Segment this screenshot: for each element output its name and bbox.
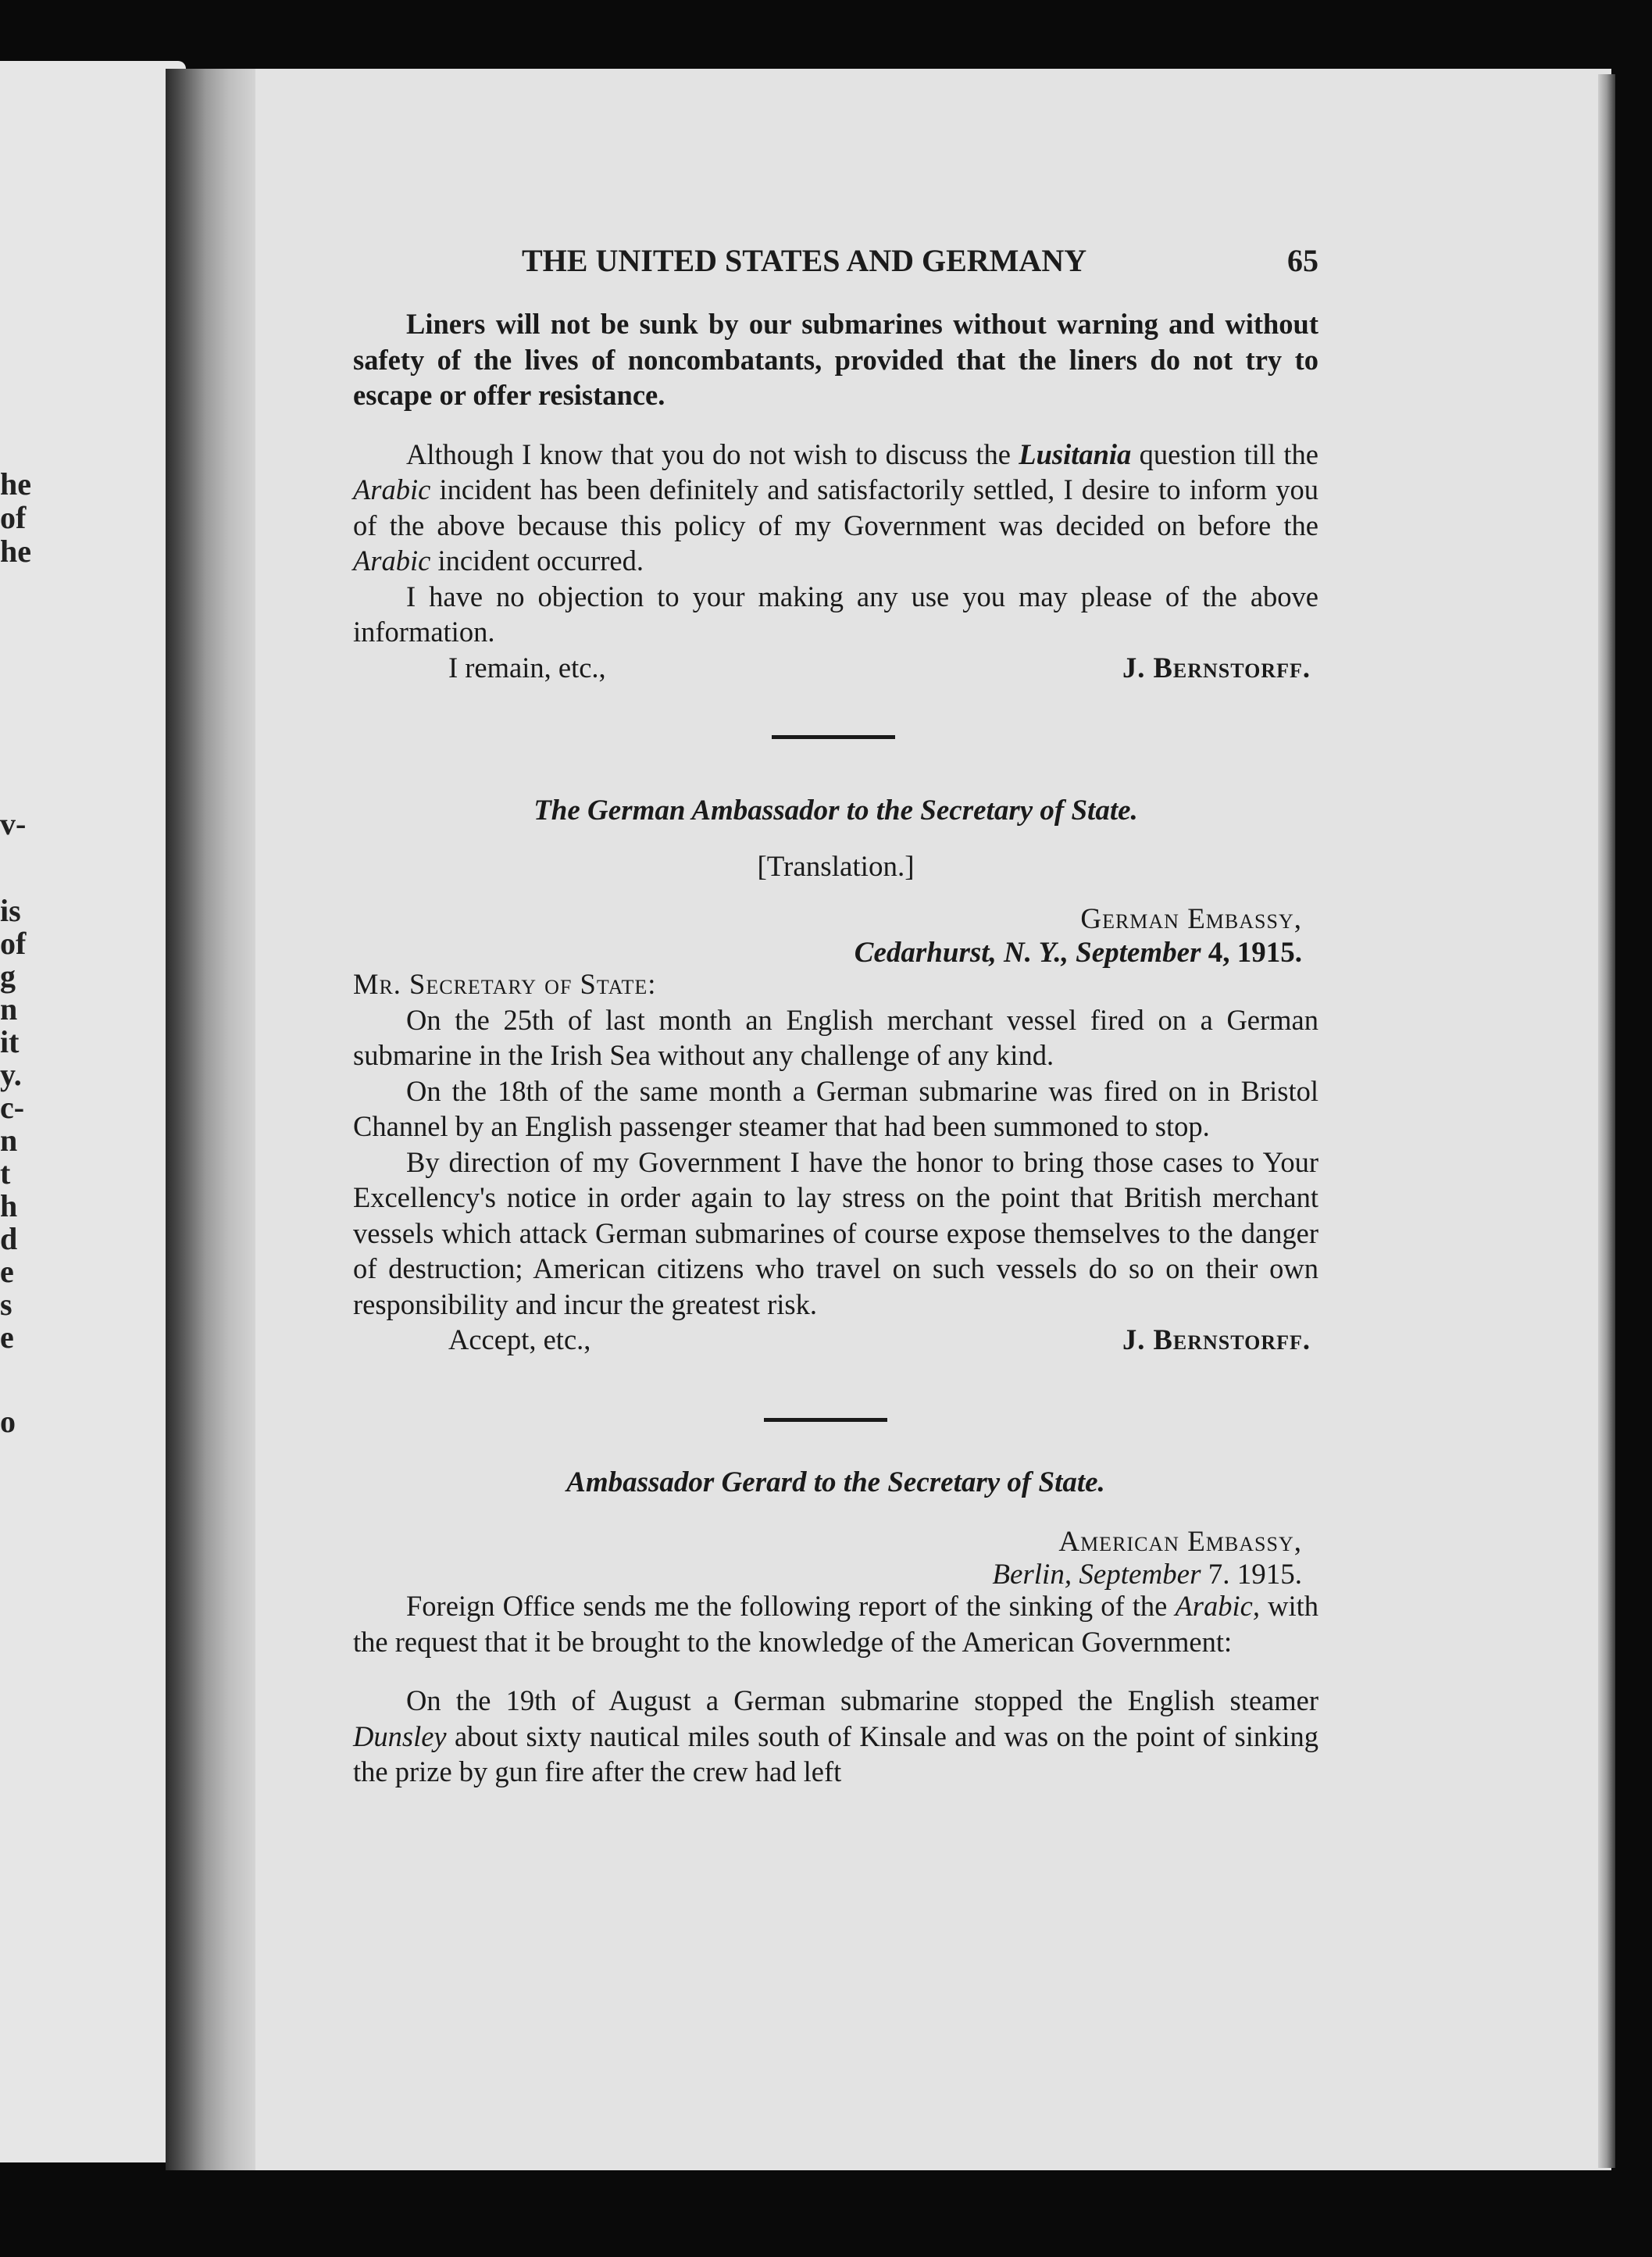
left-fragment: of <box>0 926 27 961</box>
letter-2 <box>353 966 1318 1358</box>
left-fragment: c- <box>0 1090 25 1125</box>
left-fragment: y. <box>0 1057 22 1092</box>
letter1-closing: I remain, etc., <box>448 651 606 684</box>
left-fragment: v- <box>0 806 27 841</box>
letter1-paragraph-2: Although I know that you do not wish to discuss the Lusitania question till the Arabic incident has been definitely and satisfactorily settled, I desire to inform you of the above because this policy of my Government was decided on before the Arabic incident occurred. <box>353 437 1319 577</box>
letter3-sender: American Embassy, <box>1058 1526 1302 1558</box>
left-fragment: g <box>0 959 16 994</box>
left-fragment: he <box>0 534 31 569</box>
letter2-salutation: Mr. Secretary of State: <box>353 968 657 1000</box>
letter-3 <box>353 1588 1318 1790</box>
left-fragment: of <box>0 500 27 535</box>
running-head-title: THE UNITED STATES AND GERMANY <box>522 243 1087 278</box>
page-number: 65 <box>1287 243 1318 278</box>
gutter-shadow <box>166 69 255 2170</box>
left-facing-page <box>0 61 186 2162</box>
letter2-paragraph-2: On the 18th of the same month a German submarine was fired on in Bristol Channel by an English passenger steamer that had been summoned to stop. <box>353 1074 1318 1142</box>
left-fragment: h <box>0 1188 18 1223</box>
left-fragment: n <box>0 1123 18 1158</box>
letter2-translation-note: [Translation.] <box>757 851 915 883</box>
left-fragment: e <box>0 1320 14 1355</box>
letter2-signature: J. Bernstorff. <box>1122 1323 1311 1355</box>
left-fragment: n <box>0 991 18 1027</box>
page-edge-shadow <box>1598 74 1615 2168</box>
letter1-sign-line <box>353 650 1318 686</box>
left-fragment: he <box>0 466 31 502</box>
letter2-paragraph-1: On the 25th of last month an English merchant vessel fired on a German submarine in the Irish Sea without any challenge of any kind. <box>353 1003 1318 1071</box>
letter2-paragraph-3: By direction of my Government I have the honor to bring those cases to Your Excellency's notice in order again to lay stress on the point that British merchant vessels which attack German submarines of course expose themselves to the danger of destruction; American citizens who travel on such vessels do so on their own responsibility and incur the greatest risk. <box>353 1145 1318 1320</box>
section-divider <box>764 1418 887 1422</box>
letter3-place-date: Berlin, September 7. 1915. <box>992 1559 1302 1591</box>
left-fragment: o <box>0 1404 16 1439</box>
letter1-signature: J. Bernstorff. <box>1122 651 1311 684</box>
left-fragment: t <box>0 1155 11 1191</box>
letter3-paragraph-1: Foreign Office sends me the following report of the sinking of the Arabic, with the request that it be brought to the knowledge of the American Government: <box>353 1590 1318 1658</box>
letter3-heading: Ambassador Gerard to the Secretary of State. <box>566 1466 1105 1498</box>
letter2-heading: The German Ambassador to the Secretary of State. <box>533 795 1138 827</box>
letter1-paragraph-1: Liners will not be sunk by our submarines without warning and without safety of the lives of noncombatants, provided that the liners do not try to escape or offer resistance. <box>353 308 1318 411</box>
left-fragment: is <box>0 893 21 928</box>
letter-1 <box>353 306 1318 686</box>
left-fragment: d <box>0 1221 18 1256</box>
running-head <box>522 242 1318 279</box>
letter1-paragraph-3: I have no objection to your making any use you may please of the above information. <box>353 580 1318 648</box>
section-divider <box>772 735 895 739</box>
left-fragment: s <box>0 1287 12 1322</box>
letter3-paragraph-2: On the 19th of August a German submarine stopped the English steamer Dunsley about sixty nautical miles south of Kinsale and was on the point of sinking the prize by gun fire after the crew had left <box>353 1684 1318 1787</box>
letter2-sender: German Embassy, <box>1080 903 1302 935</box>
letter2-sign-line <box>353 1322 1318 1358</box>
letter2-place-date: Cedarhurst, N. Y., September 4, 1915. <box>854 937 1302 969</box>
left-fragment: e <box>0 1254 14 1289</box>
letter2-closing: Accept, etc., <box>448 1323 591 1355</box>
left-fragment: it <box>0 1024 20 1059</box>
